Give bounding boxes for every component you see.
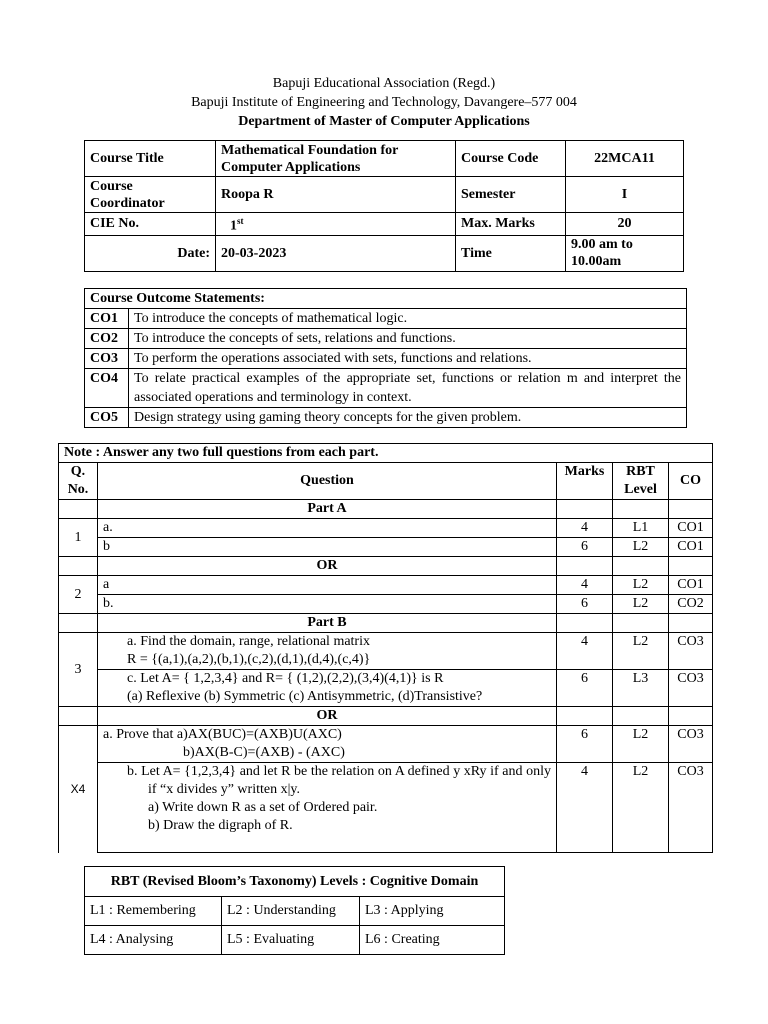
outcome-text: To relate practical examples of the appropriate set, functions or relation m and interpret the associated operations and terminology in context. — [129, 369, 687, 408]
rbt-level: L4 : Analysing — [85, 926, 222, 955]
question-marks: 6 — [557, 538, 613, 557]
max-marks: 20 — [566, 213, 684, 236]
question-co: CO2 — [669, 595, 713, 614]
question-number: 1 — [59, 519, 98, 557]
rbt-levels-table — [84, 866, 505, 955]
coordinator: Roopa R — [216, 177, 456, 213]
outcome-text: Design strategy using gaming theory concepts for the given problem. — [129, 408, 687, 428]
or-divider: OR — [98, 707, 557, 726]
question-rbt: L2 — [613, 576, 669, 595]
question-line: R = {(a,1),(a,2),(b,1),(c,2),(d,1),(d,4),(c,4)} — [127, 652, 371, 667]
document-header — [0, 74, 768, 131]
rbt-level: L2 : Understanding — [222, 897, 360, 926]
institute-name: Bapuji Institute of Engineering and Technology, Davangere–577 004 — [191, 95, 577, 110]
question-rbt: L2 — [613, 595, 669, 614]
exam-time: 9.00 am to 10.00am — [566, 235, 684, 271]
part-b-heading: Part B — [98, 614, 557, 633]
question-rbt: L2 — [613, 633, 669, 670]
question-marks: 4 — [557, 633, 613, 670]
question-header: Question — [98, 463, 557, 500]
question-line: a) Write down R as a set of Ordered pair. — [148, 800, 378, 815]
question-line: a. Prove that a)AX(BUC)=(AXB)U(AXC) — [103, 727, 342, 742]
cie-suffix: st — [237, 216, 244, 226]
question-line: b. Let A= {1,2,3,4} and let R be the relation on A defined y xRy if and only if “x divides y” written x|y. — [127, 764, 551, 797]
question-line: b)AX(B-C)=(AXB) - (AXC) — [183, 745, 345, 760]
question-line: c. Let A= { 1,2,3,4} and R= { (1,2),(2,2),(3,4)(4,1)} is R — [127, 671, 444, 686]
course-title-label: Course Title — [85, 141, 216, 177]
rbt-level: L6 : Creating — [360, 926, 505, 955]
question-marks: 6 — [557, 595, 613, 614]
part-a-heading: Part A — [98, 500, 557, 519]
or-divider: OR — [98, 557, 557, 576]
course-info-table — [84, 140, 684, 272]
question-co: CO3 — [669, 670, 713, 707]
co-header: CO — [669, 463, 713, 500]
semester-label: Semester — [456, 177, 566, 213]
rbt-title: RBT (Revised Bloom’s Taxonomy) Levels : Cognitive Domain — [85, 867, 505, 897]
association-name: Bapuji Educational Association (Regd.) — [272, 76, 496, 91]
question-marks: 4 — [557, 576, 613, 595]
course-outcomes-table — [84, 288, 687, 428]
question-text: b. — [98, 595, 557, 614]
question-co: CO1 — [669, 538, 713, 557]
outcome-code: CO1 — [85, 309, 129, 329]
outcomes-title: Course Outcome Statements: — [85, 289, 687, 309]
question-text — [98, 633, 557, 670]
rbt-header: RBT Level — [613, 463, 669, 500]
question-co: CO3 — [669, 763, 713, 853]
semester: I — [566, 177, 684, 213]
instructions-note: Note : Answer any two full questions from each part. — [59, 444, 713, 463]
marks-header: Marks — [557, 463, 613, 500]
question-rbt: L3 — [613, 670, 669, 707]
time-label: Time — [456, 235, 566, 271]
course-code-label: Course Code — [456, 141, 566, 177]
question-line: a. Find the domain, range, relational matrix — [127, 634, 370, 649]
question-rbt: L2 — [613, 538, 669, 557]
outcome-code: CO3 — [85, 349, 129, 369]
question-line: b) Draw the digraph of R. — [148, 818, 293, 833]
question-rbt: L1 — [613, 519, 669, 538]
cie-number — [216, 213, 456, 236]
rbt-level: L3 : Applying — [360, 897, 505, 926]
questions-table — [58, 443, 713, 853]
question-number: 2 — [59, 576, 98, 614]
coordinator-label: Course Coordinator — [85, 177, 216, 213]
qno-header: Q. No. — [59, 463, 98, 500]
rbt-level: L1 : Remembering — [85, 897, 222, 926]
question-marks: 4 — [557, 519, 613, 538]
question-co: CO3 — [669, 633, 713, 670]
question-number: X4 — [59, 726, 98, 853]
date-label: Date: — [85, 235, 216, 271]
rbt-level: L5 : Evaluating — [222, 926, 360, 955]
question-text: a. — [98, 519, 557, 538]
max-marks-label: Max. Marks — [456, 213, 566, 236]
course-code: 22MCA11 — [566, 141, 684, 177]
question-text: b — [98, 538, 557, 557]
question-co: CO1 — [669, 519, 713, 538]
cie-label: CIE No. — [85, 213, 216, 236]
question-text — [98, 670, 557, 707]
exam-date: 20-03-2023 — [216, 235, 456, 271]
question-co: CO1 — [669, 576, 713, 595]
department-name: Department of Master of Computer Applications — [238, 114, 530, 129]
cie-value: 1 — [230, 218, 237, 234]
question-rbt: L2 — [613, 763, 669, 853]
question-number: 3 — [59, 633, 98, 707]
outcome-code: CO4 — [85, 369, 129, 408]
outcome-text: To perform the operations associated with sets, functions and relations. — [129, 349, 687, 369]
question-marks: 4 — [557, 763, 613, 853]
outcome-text: To introduce the concepts of mathematical logic. — [129, 309, 687, 329]
question-rbt: L2 — [613, 726, 669, 763]
question-line: (a) Reflexive (b) Symmetric (c) Antisymmetric, (d)Transistive? — [127, 689, 483, 704]
question-marks: 6 — [557, 726, 613, 763]
question-text: a — [98, 576, 557, 595]
question-text — [98, 726, 557, 763]
question-text — [98, 763, 557, 853]
outcome-code: CO2 — [85, 329, 129, 349]
outcome-text: To introduce the concepts of sets, relations and functions. — [129, 329, 687, 349]
outcome-code: CO5 — [85, 408, 129, 428]
question-co: CO3 — [669, 726, 713, 763]
question-marks: 6 — [557, 670, 613, 707]
course-title: Mathematical Foundation for Computer Applications — [216, 141, 456, 177]
